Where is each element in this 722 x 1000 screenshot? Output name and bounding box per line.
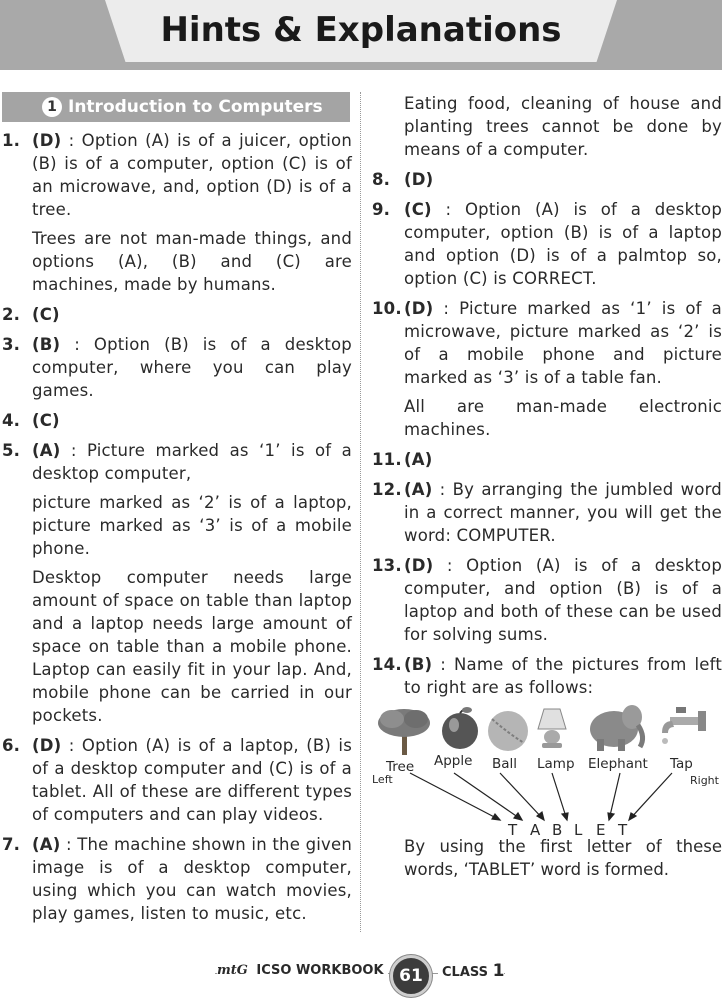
lamp-icon: [538, 709, 566, 748]
section-number: 1: [42, 97, 62, 117]
apple-icon: [442, 707, 478, 749]
column-divider: [360, 92, 361, 932]
item-number: 14.: [372, 655, 402, 674]
right-label: Right: [690, 774, 719, 787]
answer-option: (D): [404, 299, 434, 318]
answer-text: : Name of the pictures from left to right are as follows:: [404, 655, 722, 697]
page-title: Hints & Explanations: [160, 10, 562, 50]
item-number: 8.: [372, 170, 391, 189]
answer-item: [2, 333, 352, 402]
item-number: 1.: [2, 131, 21, 150]
workbook-name: ICSO WORKBOOK: [256, 963, 384, 978]
footer-class-label: [438, 961, 504, 981]
answer-option: (A): [32, 835, 61, 854]
right-column: [372, 92, 722, 881]
item-number: 5.: [2, 441, 21, 460]
tablet-letter: B: [552, 821, 563, 839]
picture-label: Tap: [670, 756, 693, 772]
ball-icon: [488, 711, 528, 751]
tablet-letter: T: [508, 821, 518, 839]
class-label: CLASS: [442, 965, 489, 980]
answer-item: [372, 478, 722, 547]
item-number: 12.: [372, 480, 402, 499]
answer-text: Trees are not man-made things, and options (A), (B) and (C) are machines, made by humans.: [32, 229, 352, 294]
footer-workbook-label: [217, 963, 388, 978]
tablet-letter: A: [530, 821, 541, 839]
class-number: 1: [492, 961, 505, 981]
answer-text: : Option (A) is of a juicer, option (B) is of a computer, option (C) is of an microwave, and, option (D) is of a tree.: [32, 131, 352, 219]
answer-text: : By arranging the jumbled word in a correct manner, you will get the word: COMPUTER.: [404, 480, 722, 545]
item-number: 9.: [372, 200, 391, 219]
tap-icon: [662, 707, 706, 744]
item-number: 2.: [2, 305, 21, 324]
picture-svg: [372, 703, 722, 853]
left-label: Left: [372, 773, 393, 786]
answer-item: [2, 129, 352, 296]
picture-label: Apple: [434, 753, 473, 769]
footer: [0, 950, 722, 1000]
answer-option: (C): [32, 411, 60, 430]
answer-item: [2, 303, 352, 326]
answer-item: [372, 554, 722, 646]
answer-option: (A): [404, 450, 433, 469]
answer-option: (D): [404, 556, 434, 575]
item-number: 11.: [372, 450, 402, 469]
answer-text: Desktop computer needs large amount of space on table than laptop and a laptop needs large amount of space on table than a mobile phone. Laptop can easily fit in your lap. And, mobile phone can be carried in our pockets.: [32, 568, 352, 725]
answer-option: (C): [32, 305, 60, 324]
section-title: Introduction to Computers: [68, 97, 323, 117]
answer-text: : Picture marked as ‘1’ is of a microwave, picture marked as ‘2’ is of a mobile phone and picture marked as ‘3’ is of a table fan.: [404, 299, 722, 387]
answer-option: (A): [404, 480, 433, 499]
answer-option: (B): [404, 655, 433, 674]
elephant-icon: [590, 705, 643, 751]
answer-text: : Option (A) is of a desktop computer, and option (B) is of a laptop and both of these can be used for solving sums.: [404, 556, 722, 644]
picture-label: Elephant: [588, 756, 648, 772]
answer-text: : Option (B) is of a desktop computer, where you can play games.: [32, 335, 352, 400]
answer-text: All are man-made electronic machines.: [404, 397, 722, 439]
tablet-letter: T: [618, 821, 628, 839]
answer-item: [372, 653, 722, 699]
picture-label: Tree: [386, 759, 415, 775]
answer-option: (B): [32, 335, 61, 354]
connector-arrows: [410, 773, 672, 820]
answer-item: [372, 198, 722, 290]
picture-label: Ball: [492, 756, 518, 772]
answer-option: (D): [404, 170, 434, 189]
answer-item: [2, 439, 352, 727]
answer-text: : Option (A) is of a desktop computer, option (B) is of a laptop and option (D) is of a palmtop so, option (C) is CORRECT.: [404, 200, 722, 288]
answer-item: [2, 409, 352, 432]
answer-option: (C): [404, 200, 432, 219]
answer-option: (A): [32, 441, 61, 460]
item-number: 3.: [2, 335, 21, 354]
answer-text: : The machine shown in the given image is of a desktop computer, using which you can watch movies, play games, listen to music, etc.: [32, 835, 352, 923]
answer-text: : Option (A) is of a laptop, (B) is of a desktop computer and (C) is of a tablet. All of these are different types of computers and can play videos.: [32, 736, 352, 824]
continued-text: Eating food, cleaning of house and planting trees cannot be done by means of a computer.: [404, 94, 722, 159]
answer-text: : Picture marked as ‘1’ is of a desktop computer,: [32, 441, 352, 483]
tablet-letter: E: [596, 821, 606, 839]
item-number: 10.: [372, 299, 402, 318]
picture-diagram: [372, 703, 722, 853]
tablet-letter: L: [574, 821, 583, 839]
item-number: 7.: [2, 835, 21, 854]
answer-item: [2, 833, 352, 925]
answer-item: [372, 168, 722, 191]
answer-option: (D): [32, 131, 62, 150]
answer-item: [372, 448, 722, 471]
tree-icon: [378, 709, 430, 755]
answer-text: picture marked as ‘2’ is of a laptop, picture marked as ‘3’ is of a mobile phone.: [32, 493, 352, 558]
conclusion-text: By using the first letter of these words, ‘TABLET’ word is formed.: [404, 837, 722, 879]
picture-label: Lamp: [537, 756, 575, 772]
item-number: 6.: [2, 736, 21, 755]
answer-item: [2, 734, 352, 826]
brand-logo: mtG: [217, 963, 248, 978]
answer-item: [372, 297, 722, 441]
item-number: 4.: [2, 411, 21, 430]
left-column: [2, 92, 352, 925]
section-heading: [2, 92, 350, 122]
page-number: 61: [390, 955, 432, 997]
answer-option: (D): [32, 736, 62, 755]
item-number: 13.: [372, 556, 402, 575]
